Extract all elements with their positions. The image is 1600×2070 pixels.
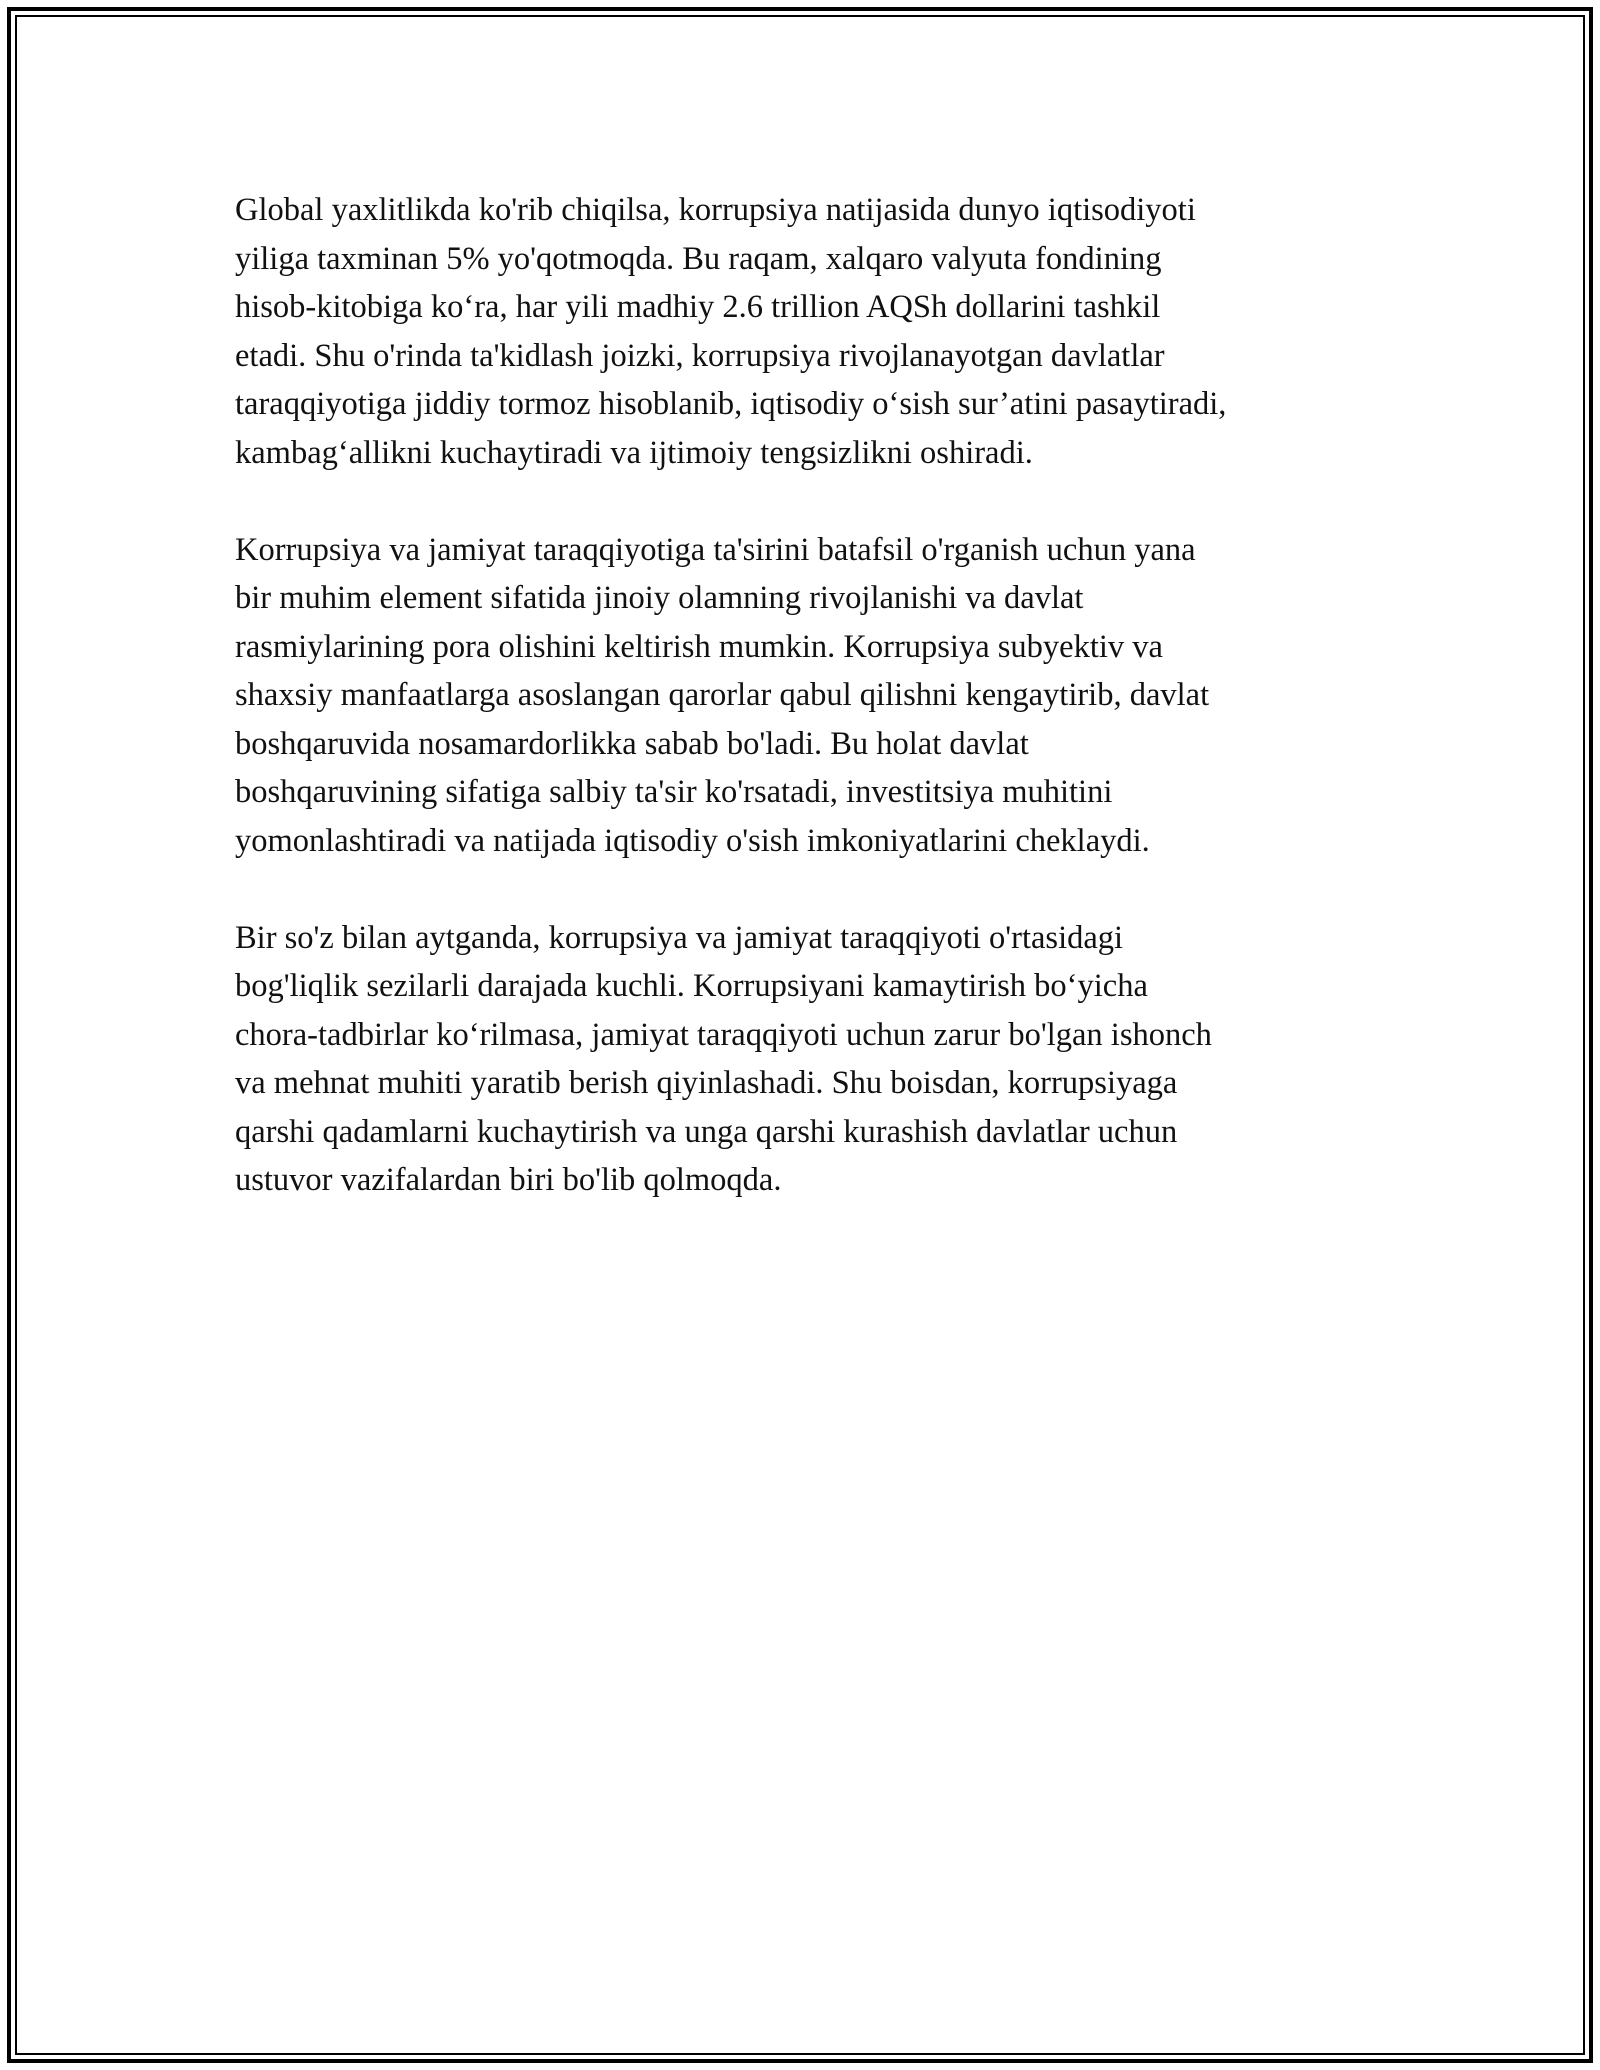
text-line: shaxsiy manfaatlarga asoslangan qarorlar qabul qilishni kengaytirib, davlat	[235, 677, 1210, 713]
paragraph-1	[235, 186, 1365, 477]
text-line: hisob-kitobiga ko‘ra, har yili madhiy 2.6 trillion AQSh dollarini tashkil	[235, 289, 1161, 325]
text-line: boshqaruvida nosamardorlikka sabab bo'ladi. Bu holat davlat	[235, 725, 1029, 762]
document-body	[235, 186, 1365, 1253]
text-line: etadi. Shu o'rinda ta'kidlash joizki, korrupsiya rivojlanayotgan davlatlar	[235, 337, 1165, 374]
text-line: chora-tadbirlar ko‘rilmasa, jamiyat taraqqiyoti uchun zarur bo'lgan ishonch	[235, 1016, 1212, 1053]
text-line: va mehnat muhiti yaratib berish qiyinlashadi. Shu boisdan, korrupsiyaga	[235, 1065, 1178, 1101]
text-line: taraqqiyotiga jiddiy tormoz hisoblanib, iqtisodiy o‘sish sur’atini pasaytiradi,	[235, 386, 1227, 422]
text-line: bog'liqlik sezilarli darajada kuchli. Korrupsiyani kamaytirish bo‘yicha	[235, 968, 1148, 1004]
text-line: yiliga taxminan 5% yo'qotmoqda. Bu raqam, xalqaro valyuta fondining	[235, 240, 1162, 277]
text-line: Global yaxlitlikda ko'rib chiqilsa, korrupsiya natijasida dunyo iqtisodiyoti	[235, 192, 1196, 228]
text-line: ustuvor vazifalardan biri bo'lib qolmoqda.	[235, 1162, 782, 1198]
text-line: qarshi qadamlarni kuchaytirish va unga qarshi kurashish davlatlar uchun	[235, 1113, 1178, 1150]
text-line: bir muhim element sifatida jinoiy olamning rivojlanishi va davlat	[235, 580, 1084, 616]
text-line: rasmiylarining pora olishini keltirish mumkin. Korrupsiya subyektiv va	[235, 628, 1163, 665]
paragraph-3	[235, 914, 1365, 1205]
text-line: Korrupsiya va jamiyat taraqqiyotiga ta'sirini batafsil o'rganish uchun yana	[235, 531, 1196, 568]
text-line: Bir so'z bilan aytganda, korrupsiya va jamiyat taraqqiyoti o'rtasidagi	[235, 919, 1124, 956]
text-line: boshqaruvining sifatiga salbiy ta'sir ko'rsatadi, investitsiya muhitini	[235, 774, 1113, 810]
text-line: kambag‘allikni kuchaytiradi va ijtimoiy tengsizlikni oshiradi.	[235, 434, 1033, 471]
text-line: yomonlashtiradi va natijada iqtisodiy o'sish imkoniyatlarini cheklaydi.	[235, 822, 1150, 859]
paragraph-2	[235, 526, 1365, 866]
